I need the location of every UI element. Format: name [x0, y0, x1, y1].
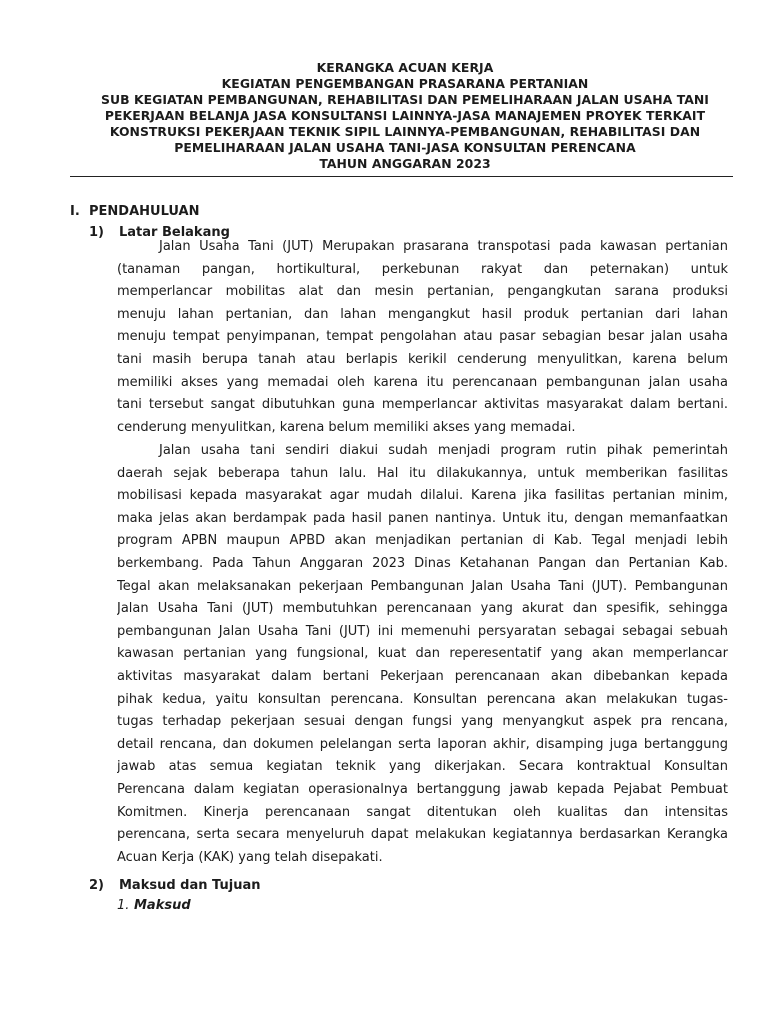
header-sub-activity: SUB KEGIATAN PEMBANGUNAN, REHABILITASI DAN PEMELIHARAAN JALAN USAHA TANI	[101, 92, 709, 107]
paragraph-line: berkembang. Pada Tahun Anggaran 2023 Dinas Ketahanan Pangan dan Pertanian Kab.	[117, 555, 728, 571]
section-number: I.	[70, 204, 80, 219]
header-fiscal-year: TAHUN ANGGARAN 2023	[319, 156, 491, 171]
paragraph-line: Komitmen. Kinerja perencanaan sangat ditentukan oleh kualitas dan intensitas	[117, 804, 728, 820]
paragraph-background-1	[117, 236, 728, 439]
header-activity: KEGIATAN PENGEMBANGAN PRASARANA PERTANIAN	[221, 76, 589, 91]
header-work-line-2: KONSTRUKSI PEKERJAAN TEKNIK SIPIL LAINNYA-PEMBANGUNAN, REHABILITASI DAN	[109, 124, 701, 139]
paragraph-line: tani masih berupa tanah atau berlapis kerikil cenderung menyulitkan, karena belum	[117, 351, 728, 367]
paragraph-line: Jalan Usaha Tani (JUT) membutuhkan perencanaan yang akurat dan spesifik, sehingga	[117, 601, 728, 617]
paragraph-line: cenderung menyulitkan, karena belum memiliki akses yang memadai.	[117, 419, 576, 435]
paragraph-line: Perencana dalam kegiatan operasionalnya bertanggung jawab kepada Pejabat Pembuat	[117, 781, 728, 797]
paragraph-line: detail rencana, dan dokumen pelelangan serta laporan akhir, disamping juga bertanggung	[117, 736, 728, 752]
paragraph-line: menuju tempat penyimpanan, tempat pengolahan atau pasar sebagian besar jalan usaha	[117, 329, 728, 345]
list-item-purpose	[117, 898, 191, 914]
subsection-number: 2)	[89, 878, 104, 893]
subsection-title: Maksud dan Tujuan	[119, 878, 261, 893]
paragraph-line: kawasan pertanian yang fungsional, kuat dan reperesentatif yang akan memperlancar	[117, 646, 728, 662]
document-header	[60, 60, 750, 172]
header-work-line-3: PEMELIHARAAN JALAN USAHA TANI-JASA KONSULTAN PERENCANA	[174, 140, 636, 155]
paragraph-line: menuju lahan pertanian, dan lahan mengangkut hasil produk pertanian dari lahan	[117, 306, 728, 322]
paragraph-line: (tanaman pangan, hortikultural, perkebunan rakyat dan peternakan) untuk	[117, 261, 728, 277]
paragraph-line: pembangunan Jalan Usaha Tani (JUT) ini memenuhi persyaratan sebagai sebagai sebuah	[117, 623, 728, 639]
paragraph-line: program APBN maupun APBD akan menjadikan pertanian di Kab. Tegal menjadi lebih	[117, 533, 728, 549]
paragraph-line: Jalan Usaha Tani (JUT) Merupakan prasarana transpotasi pada kawasan pertanian	[159, 239, 728, 254]
paragraph-background-2	[117, 440, 728, 869]
paragraph-line: tugas terhadap pekerjaan sesuai dengan fungsi yang menyangkut aspek pra rencana,	[117, 714, 728, 730]
paragraph-line: jawab atas semua kegiatan teknik yang dikerjakan. Secara kontraktual Konsultan	[117, 759, 728, 775]
subsection-heading-purpose	[89, 878, 260, 894]
paragraph-line: perencana, serta secara menyeluruh dapat melakukan kegiatannya berdasarkan Kerangka	[117, 827, 728, 843]
paragraph-line: maka jelas akan berdampak pada hasil panen nantinya. Untuk itu, dengan memanfaatkan	[117, 510, 728, 526]
header-divider	[70, 176, 733, 177]
header-work-line-1: PEKERJAAN BELANJA JASA KONSULTANSI LAINNYA-JASA MANAJEMEN PROYEK TERKAIT	[104, 108, 706, 123]
list-item-number: 1.	[117, 898, 130, 913]
section-title: PENDAHULUAN	[89, 204, 200, 219]
subsection-title: Latar Belakang	[119, 225, 230, 240]
paragraph-line: mobilisasi kepada masyarakat agar mudah dilalui. Karena jika fasilitas pertanian minim,	[117, 488, 728, 504]
paragraph-line: Tegal akan melaksanakan pekerjaan Pembangunan Jalan Usaha Tani (JUT). Pembangunan	[117, 578, 728, 594]
section-heading	[70, 204, 200, 220]
subsection-number: 1)	[89, 225, 104, 240]
paragraph-line: Jalan usaha tani sendiri diakui sudah menjadi program rutin pihak pemerintah	[159, 443, 728, 458]
paragraph-line: Acuan Kerja (KAK) yang telah disepakati.	[117, 849, 383, 865]
paragraph-line: pihak kedua, yaitu konsultan perencana. Konsultan perencana akan melakukan tugas-	[117, 691, 728, 707]
paragraph-line: tani tersebut sangat dibutuhkan guna memperlancar aktivitas masyarakat dalam bertani.	[117, 397, 728, 413]
paragraph-line: daerah sejak beberapa tahun lalu. Hal itu dilakukannya, untuk memberikan fasilitas	[117, 465, 728, 481]
paragraph-line: memperlancar mobilitas alat dan mesin pertanian, pengangkutan sarana produksi	[117, 284, 728, 300]
list-item-label: Maksud	[134, 898, 191, 913]
paragraph-line: memiliki akses yang memadai oleh karena itu perencanaan pembangunan jalan usaha	[117, 374, 728, 390]
header-title: KERANGKA ACUAN KERJA	[316, 60, 494, 75]
paragraph-line: aktivitas masyarakat dalam bertani Pekerjaan perencanaan akan dibebankan kepada	[117, 668, 728, 684]
